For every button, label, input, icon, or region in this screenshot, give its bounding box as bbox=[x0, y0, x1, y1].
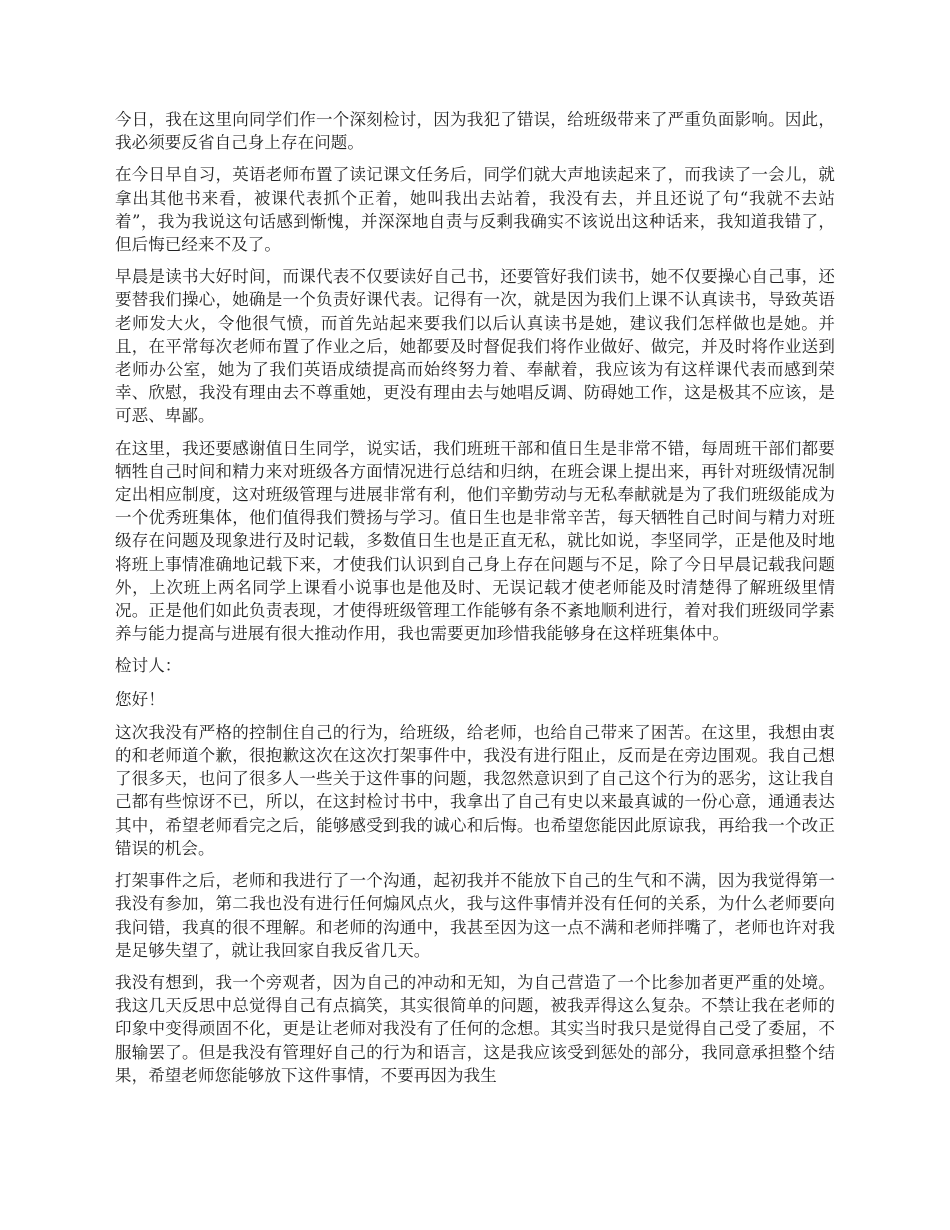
paragraph-reflection: 我没有想到，我一个旁观者，因为自己的冲动和无知，为自己营造了一个比参加者更严重的处境。我这几天反思中总觉得自己有点搞笑，其实很简单的问题，被我弄得这么复杂。不禁让我在老师的印象中变得顽固不化，更是让老师对我没有了任何的念想。其实当时我只是觉得自己受了委屈，不服输罢了。但是我没有管理好自己的行为和语言，这是我应该受到惩处的部分，我同意承担整个结果，希望老师您能够放下这件事情，不要再因为我生 bbox=[115, 972, 835, 1085]
paragraph-greeting: 您好！ bbox=[115, 689, 165, 709]
paragraph-thanks-duty-students: 在这里，我还要感谢值日生同学，说实话，我们班班干部和值日生是非常不错，每周班干部们都要牺牲自己时间和精力来对班级各方面情况进行总结和归纳，在班会课上提出来，再针对班级情况制定出相应制度，这对班级管理与进展非常有利，他们辛勤劳动与无私奉献就是为了我们班级能成为一个优秀班集体，他们值得我们赞扬与学习。值日生也是非常辛苦，每天牺牲自己时间与精力对班级存在问题及现象进行及时记载，多数值日生也是正直无私，就比如说，李坚同学，正是他及时地将班上事情准确地记载下来，才使我们认识到自己身上存在问题与不足，除了今日早晨记载我问题外，上次班上两名同学上课看小说事也是他及时、无误记载才使老师能及时清楚得了解班级里情况。正是他们如此负责表现，才使得班级管理工作能够有条不紊地顺利进行，着对我们班级同学素养与能力提高与进展有很大推动作用，我也需要更加珍惜我能够身在这样班集体中。 bbox=[115, 438, 835, 644]
paragraph-morning-reading-incident: 在今日早自习，英语老师布置了读记课文任务后，同学们就大声地读起来了，而我读了一会儿，就拿出其他书来看，被课代表抓个正着，她叫我出去站着，我没有去，并且还说了句“我就不去站着”，我为我说这句话感到惭愧，并深深地自责与反剩我确实不该说出这种话来，我知道我错了，但后悔已经来不及了。 bbox=[115, 165, 835, 255]
paragraph-after-fight-talk: 打架事件之后，老师和我进行了一个沟通，起初我并不能放下自己的生气和不满，因为我觉得第一我没有参加，第二我也没有进行任何煽风点火，我与这件事情并没有任何的关系，为什么老师要向我问错，我真的很不理解。和老师的沟通中，我甚至因为这一点不满和老师拌嘴了，老师也许对我是足够失望了，就让我回家自我反省几天。 bbox=[115, 871, 835, 960]
paragraph-class-representative: 早晨是读书大好时间，而课代表不仅要读好自己书，还要管好我们读书，她不仅要操心自己事，还要替我们操心，她确是一个负责好课代表。记得有一次，就是因为我们上课不认真读书，导致英语老师发大火，令他很气愤，而首先站起来要我们以后认真读书是她，建议我们怎样做也是她。并且，在平常每次老师布置了作业之后，她都要及时督促我们将作业做好、做完，并及时将作业送到老师办公室，她为了我们英语成绩提高而始终努力着、奉献着，我应该为有这样课代表而感到荣幸、欣慰，我没有理由去不尊重她，更没有理由去与她唱反调、防碍她工作，这是极其不应该，是可恶、卑鄙。 bbox=[115, 267, 835, 426]
paragraph-self-criticism-intro: 今日，我在这里向同学们作一个深刻检讨，因为我犯了错误，给班级带来了严重负面影响。因此，我必须要反省自己身上存在问题。 bbox=[115, 110, 835, 153]
paragraph-signature-label: 检讨人： bbox=[115, 656, 182, 676]
paragraph-apology-fight: 这次我没有严格的控制住自己的行为，给班级，给老师，也给自己带来了困苦。在这里，我想由衷的和老师道个歉，很抱歉这次在这次打架事件中，我没有进行阻止，反而是在旁边围观。我自己想了很多天，也问了很多人一些关于这件事的问题，我忽然意识到了自己这个行为的恶劣，这让我自己都有些惊讶不已，所以，在这封检讨书中，我拿出了自己有史以来最真诚的一份心意，通通表达其中，希望老师看完之后，能够感受到我的诚心和后悔。也希望您能因此原谅我，再给我一个改正错误的机会。 bbox=[115, 722, 835, 858]
document-body bbox=[115, 108, 835, 1096]
